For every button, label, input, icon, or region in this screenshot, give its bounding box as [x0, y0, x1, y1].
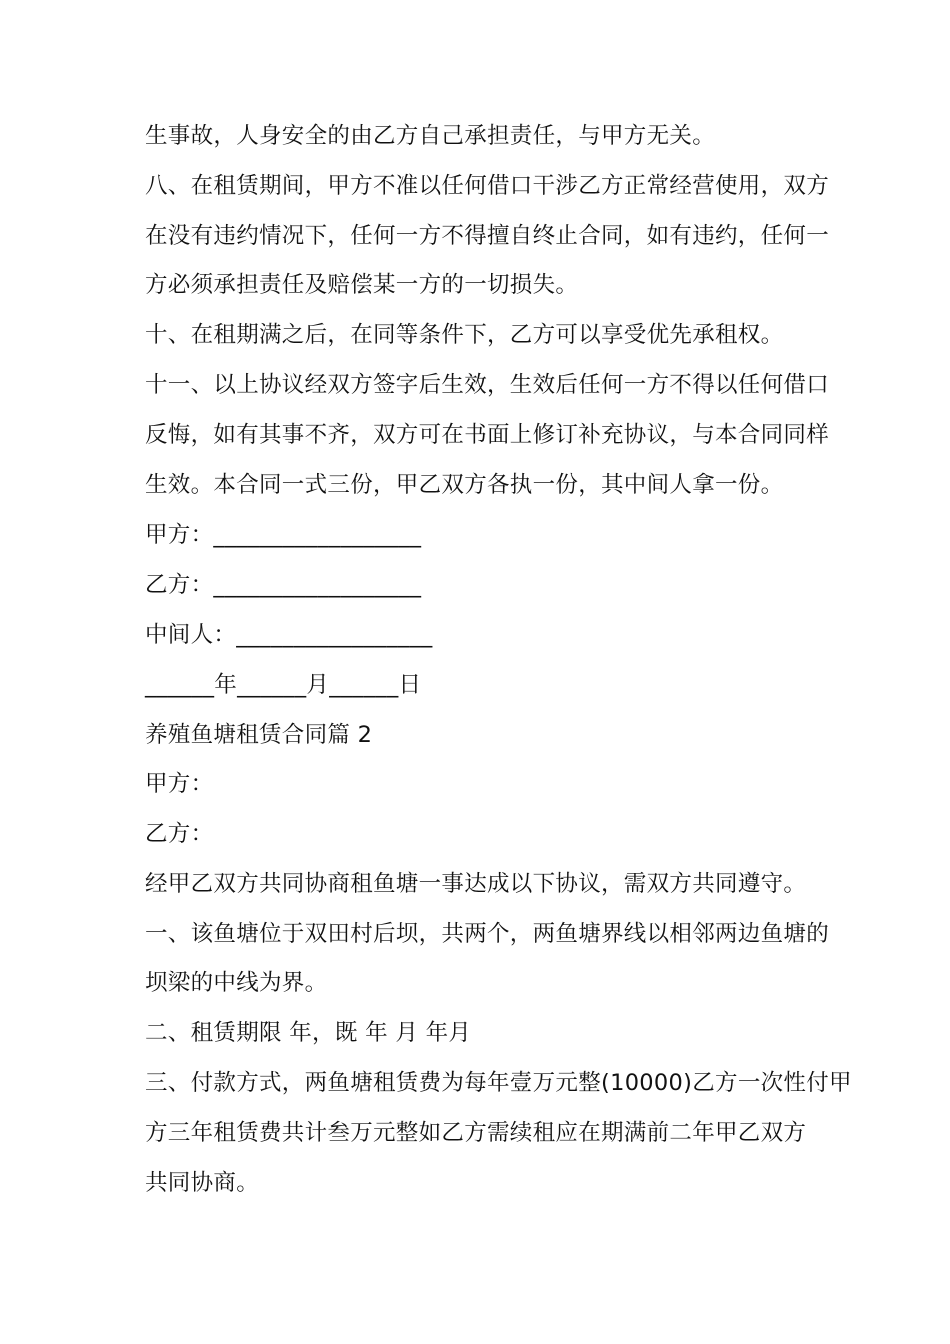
signature-party-b: 乙方：__________________	[145, 572, 422, 598]
text-line-6: 十一、以上协议经双方签字后生效，生效后任何一方不得以任何借口	[145, 372, 830, 398]
party-b-label: 乙方：	[145, 821, 214, 847]
text-line-3: 在没有违约情况下，任何一方不得擅自终止合同，如有违约，任何一	[145, 223, 830, 249]
text-line-8: 生效。本合同一式三份，甲乙双方各执一份，其中间人拿一份。	[145, 472, 784, 498]
text-line-2: 八、在租赁期间，甲方不准以任何借口干涉乙方正常经营使用，双方	[145, 173, 830, 199]
text-line-1: 生事故，人身安全的由乙方自己承担责任，与甲方无关。	[145, 123, 716, 149]
text-line-20: 三、付款方式，两鱼塘租赁费为每年壹万元整(10000)乙方一次性付甲	[145, 1070, 852, 1096]
section-heading: 养殖鱼塘租赁合同篇 2	[145, 722, 373, 748]
party-a-label: 甲方：	[145, 771, 214, 797]
text-line-4: 方必须承担责任及赔偿某一方的一切损失。	[145, 272, 579, 298]
text-line-5: 十、在租期满之后，在同等条件下，乙方可以享受优先承租权。	[145, 322, 784, 348]
text-line-7: 反悔，如有其事不齐，双方可在书面上修订补充协议，与本合同同样	[145, 422, 830, 448]
text-line-18: 坝梁的中线为界。	[145, 970, 328, 996]
text-line-19: 二、租赁期限 年，既 年 月 年月	[145, 1020, 472, 1046]
signature-date: ______年______月______日	[145, 672, 422, 698]
text-line-21: 方三年租赁费共计叁万元整如乙方需续租应在期满前二年甲乙双方	[145, 1120, 807, 1146]
text-line-22: 共同协商。	[145, 1170, 260, 1196]
signature-party-a: 甲方：__________________	[145, 522, 422, 548]
text-line-17: 一、该鱼塘位于双田村后坝，共两个，两鱼塘界线以相邻两边鱼塘的	[145, 921, 830, 947]
signature-intermediary: 中间人：_________________	[145, 622, 433, 648]
text-line-16: 经甲乙双方共同协商租鱼塘一事达成以下协议，需双方共同遵守。	[145, 871, 807, 897]
